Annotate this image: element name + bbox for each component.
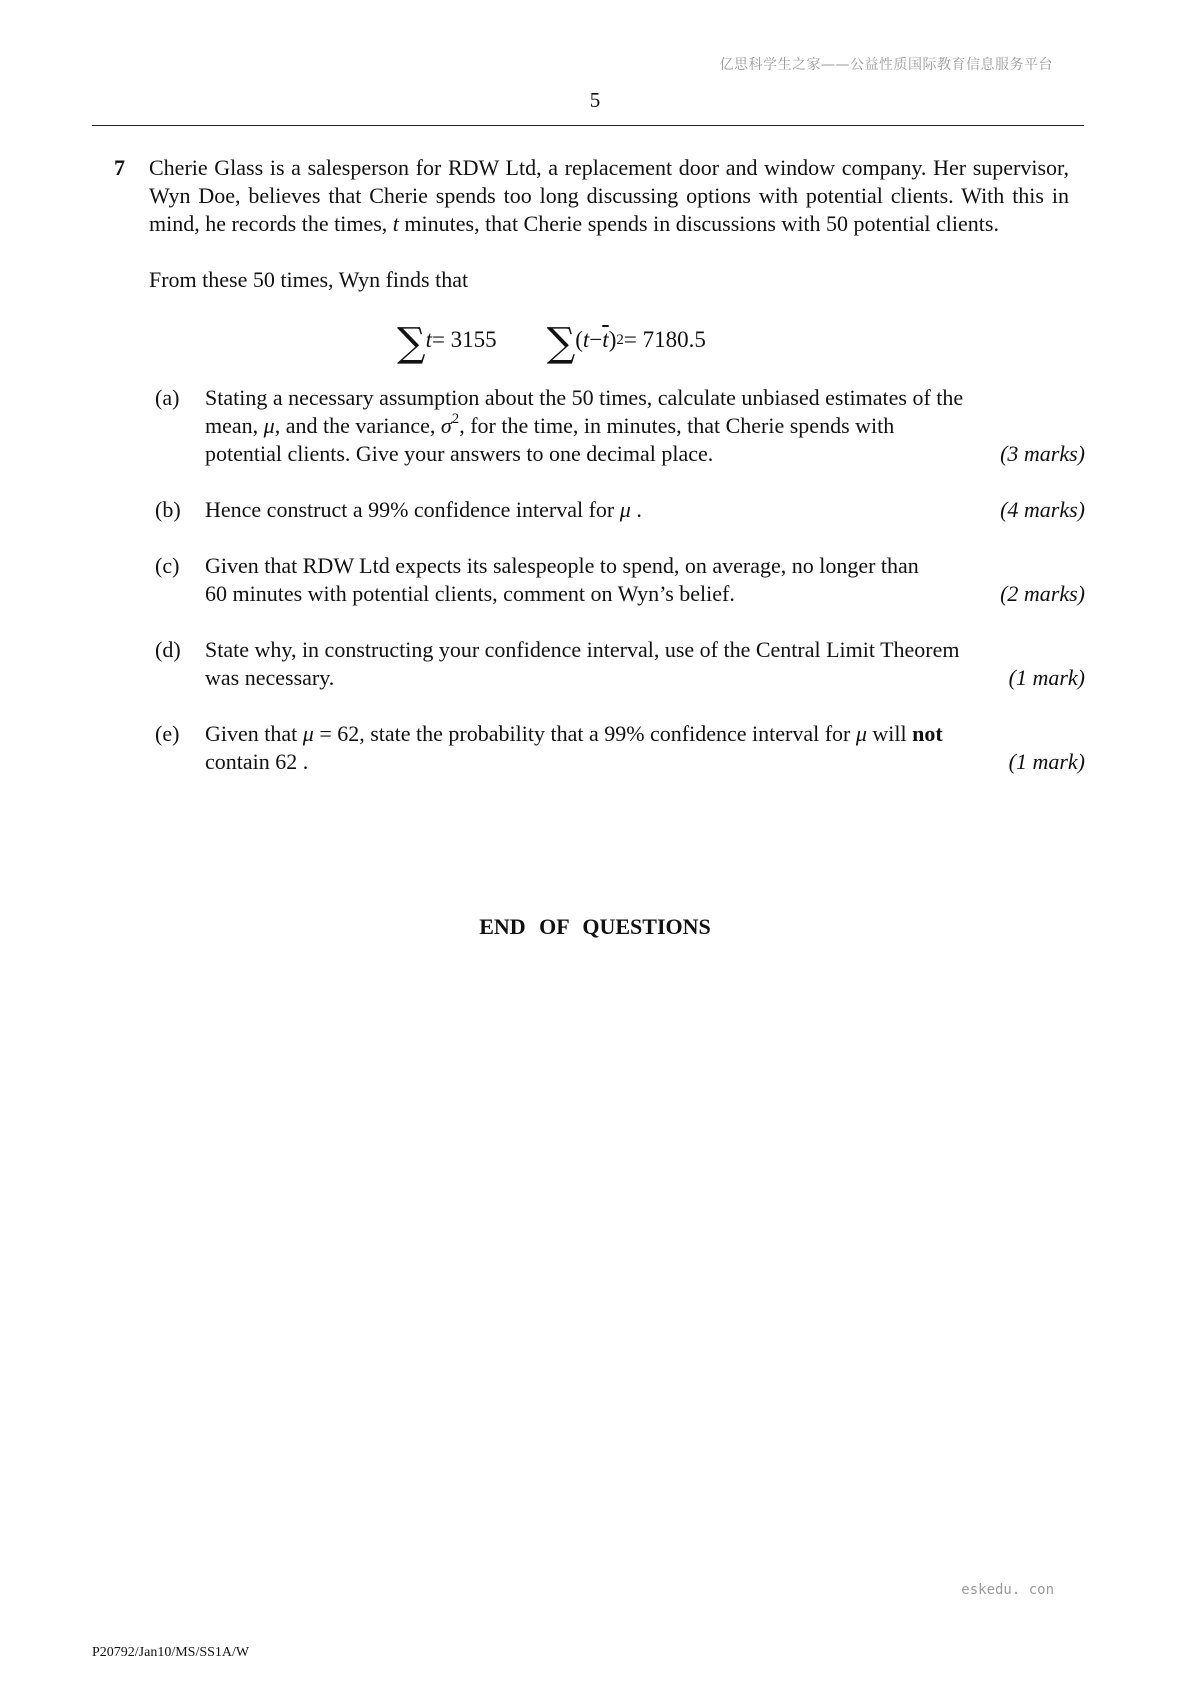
part-c: (c) Given that RDW Ltd expects its salespeople to spend, on average, no longer than 60 minutes with potential clients, comment on Wyn’s belief. (2 marks) [155,553,1085,606]
sum-squares-formula: ∑ ( t − $\overline{t}$ ) 2 = 7180.5 [546,320,706,366]
marks-label: (2 marks) [1000,581,1085,606]
question-stem: Cherie Glass is a salesperson for RDW Ltd, a replacement door and window company. Her supervisor, Wyn Doe, believes that Cherie spends too long discussing options with potential clients. With this in mind, he records the times, t minutes, that Cherie spends in discussions with 50 potential clients. [149,155,1069,236]
part-d: (d) State why, in constructing your confidence interval, use of the Central Limit Theorem was necessary. (1 mark) [155,637,1085,690]
page-number: 5 [589,88,601,112]
marks-label: (4 marks) [1000,497,1085,522]
watermark-header: 亿思科学生之家——公益性质国际教育信息服务平台 [719,57,1053,73]
question-number: 7 [114,155,125,180]
part-label: (c) [155,553,180,578]
summation-icon: ∑ [546,320,576,366]
watermark-footer: eskedu. con [961,1582,1054,1598]
header-divider [92,125,1084,126]
question-parts [92,384,1084,776]
paper-code: P20792/Jan10/MS/SS1A/W [92,1645,250,1660]
part-b: (b) Hence construct a 99% confidence interval for μ . (4 marks) [155,497,1085,522]
marks-label: (1 mark) [1008,665,1085,690]
part-label: (e) [155,721,180,746]
part-e: (e) Given that μ = 62, state the probability that a 99% confidence interval for μ will not contain 62 . (1 mark) [155,721,1085,774]
part-label: (a) [155,385,180,410]
marks-label: (1 mark) [1008,749,1085,774]
question-stem-intro: From these 50 times, Wyn finds that [149,267,469,292]
marks-label: (3 marks) [1000,441,1085,466]
sum-t-formula: ∑ t = 3155 [397,320,497,366]
part-label: (b) [155,497,181,522]
summation-icon: ∑ [397,320,426,366]
question-7 [92,154,1084,804]
end-of-questions: END OF QUESTIONS [479,914,711,939]
summary-formula [397,318,1084,366]
part-label: (d) [155,637,181,662]
part-a: (a) Stating a necessary assumption about the 50 times, calculate unbiased estimates of the mean, μ, and the variance, $\sigma^2$, for the time, in minutes, that Cherie spends with potential clients. Give your answers to one decimal place. (3 marks) [155,385,1085,466]
